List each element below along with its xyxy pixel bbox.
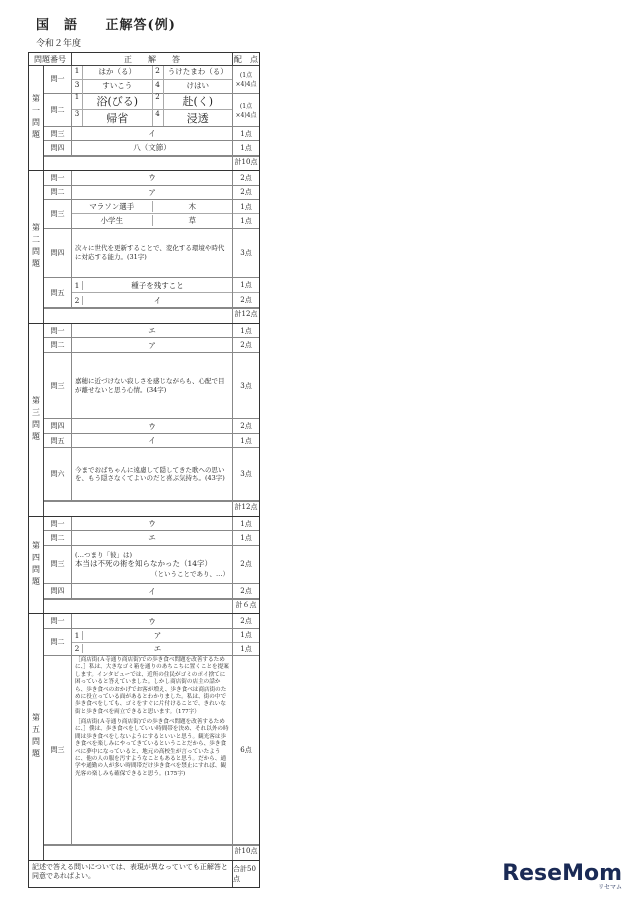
points: (1点×4)4点 <box>235 102 257 119</box>
answer-text: ウ <box>72 419 233 432</box>
section-total <box>44 308 259 323</box>
question-row <box>44 448 259 501</box>
subject-label: 国 語 <box>36 18 79 33</box>
year-label: 令和２年度 <box>36 39 82 49</box>
answer-text: 木 <box>152 201 233 212</box>
answer-text: イ <box>153 295 162 305</box>
sub-number: 3 <box>72 80 83 93</box>
question-row <box>44 584 259 598</box>
question-number: 問三 <box>44 546 72 584</box>
answer-text: 赴(く) <box>182 95 214 109</box>
doc-title: 正解答(例) <box>105 18 176 33</box>
question-row <box>44 419 259 433</box>
answer-text: すいこう <box>102 80 133 90</box>
question-row <box>44 127 259 141</box>
answer-text: ウ <box>72 171 233 185</box>
answer-text: ウ <box>72 614 233 628</box>
answer-text: ア <box>153 630 162 640</box>
answer-prefix: (…つまり「彼」は) <box>75 550 133 559</box>
header-no: 問題番号 <box>29 53 72 65</box>
section-1 <box>29 66 259 171</box>
sub-number: 2 <box>153 93 164 109</box>
sub-number: 4 <box>153 110 164 126</box>
question-number: 問二 <box>44 629 72 655</box>
answer-text: 八（文節） <box>72 141 233 154</box>
note-row <box>29 861 259 887</box>
answer-text: イ <box>72 584 233 597</box>
points: 2点 <box>240 173 252 182</box>
question-row <box>44 229 259 279</box>
question-row <box>44 324 259 338</box>
answer-text: ［商店街(Ａ寺通り商店街)での歩き食べ問題を改善するために、］私は、大きなゴミ箱を通りのあちこちに置くことを提案します。インタビューでは、近所の住民がゴミのポイ捨てに困っていると答えていました。しかし商店街の店主の話から、歩き食べのおかげでお客が増え、歩き食べは商店街のために役立っている面があるとわかりました。私は、街の中で歩き食べをしても、ゴミをすぐに片付けることで、きれいな街と歩き食べを両立できると思います。（177字） <box>75 657 229 715</box>
header-pt: 配 点 <box>234 54 258 64</box>
answer-text: うけたまわ（る） <box>167 67 228 76</box>
question-row <box>44 531 259 545</box>
total-points: 計10点 <box>234 157 258 166</box>
question-row <box>44 434 259 448</box>
sub-number: 1 <box>72 631 83 640</box>
points: 1点 <box>240 644 252 653</box>
sub-number: 1 <box>72 281 83 290</box>
section-total <box>44 156 259 170</box>
section-total <box>44 845 259 860</box>
answer-text: 種子を残すこと <box>131 280 184 290</box>
sub-number: 1 <box>72 66 83 79</box>
logo-text: ReseMom <box>502 861 622 886</box>
question-row <box>44 278 259 308</box>
section-name: 第四問題 <box>29 517 44 613</box>
points: 2点 <box>240 188 252 197</box>
sub-number: 2 <box>72 644 83 653</box>
grand-total: 合計50点 <box>233 865 256 883</box>
section-name: 第五問題 <box>29 614 44 860</box>
points: 1点 <box>240 326 252 335</box>
note-text: 記述で答える問いについては、表現が異なっていても正解答と同意であればよい。 <box>29 861 233 887</box>
question-row <box>44 656 259 845</box>
answer-text: ［商店街(Ａ寺通り商店街)での歩き食べ問題を改善するために、］僕は、歩き食べをしていい時間帯を決め、それ以外の時間は歩き食べをしないようにするといいと思う。観光客は歩き食べを楽しみにやってきているということだから、歩き食べに夢中になっていると、地元の高校生が言っていたように、他の人の服を汚すようなこともあると思う。だから、通学や通勤の人が多い時間帯だけ歩き食べを禁止にすれば、観光客の楽しみも確保できると思う。(175字) <box>75 719 229 777</box>
sub-number: 2 <box>72 296 83 305</box>
points: 6点 <box>240 746 252 754</box>
resemom-logo <box>502 861 622 891</box>
question-number: 問一 <box>44 171 72 185</box>
section-2 <box>29 171 259 324</box>
answer-text: 本当は不死の術を知らなかった（14字） <box>75 559 213 569</box>
question-row <box>44 614 259 629</box>
answer-text: 浸透 <box>186 112 209 126</box>
section-total <box>44 599 259 613</box>
section-3 <box>29 324 259 517</box>
answer-text: ウ <box>72 517 233 530</box>
points: 1点 <box>233 278 259 293</box>
answer-text: はか（る） <box>98 67 136 76</box>
answer-text: ア <box>72 338 233 351</box>
answer-text: 帰省 <box>106 112 129 126</box>
question-row <box>44 200 259 228</box>
question-number: 問五 <box>44 434 72 447</box>
question-number: 問五 <box>44 278 72 307</box>
question-row <box>44 353 259 420</box>
table-header <box>29 53 259 66</box>
section-5 <box>29 614 259 861</box>
answer-text: 次々に世代を更新することで、変化する環境や時代に対応する能力。(31字) <box>75 244 225 261</box>
points: 1点 <box>240 533 252 542</box>
points: 2点 <box>240 296 252 305</box>
question-number: 問三 <box>44 656 72 844</box>
section-name: 第一問題 <box>29 66 44 170</box>
points: 3点 <box>240 470 252 479</box>
question-row <box>44 66 259 94</box>
section-name: 第三問題 <box>29 324 44 516</box>
answer-text: イ <box>72 434 233 447</box>
question-row <box>44 517 259 531</box>
total-points: 計６点 <box>235 600 257 609</box>
sub-number: 3 <box>72 110 83 126</box>
sub-number: 4 <box>153 80 164 93</box>
answer-text: ア <box>72 186 233 200</box>
points: 2点 <box>240 560 252 569</box>
header-ans: 正 解 答 <box>72 53 233 65</box>
question-number: 問一 <box>44 517 72 530</box>
points: 1点 <box>240 216 252 225</box>
section-name: 第二問題 <box>29 171 44 323</box>
question-number: 問一 <box>44 614 72 628</box>
answer-text: エ <box>72 531 233 544</box>
question-row <box>44 629 259 656</box>
total-points: 計12点 <box>234 503 258 512</box>
points: (1点×4)4点 <box>235 72 257 89</box>
answer-text: 小学生 <box>100 216 123 226</box>
section-4 <box>29 517 259 614</box>
question-number: 問一 <box>44 324 72 337</box>
question-row <box>44 94 259 127</box>
points: 3点 <box>240 381 252 390</box>
answer-text: 草 <box>152 215 233 226</box>
points: 1点 <box>240 129 252 138</box>
answer-text: 今までおばちゃんに遠慮して隠してきた歌への思いを、もう隠さなくてよいのだと喜ぶ気持ち。(43字) <box>75 465 225 483</box>
question-number: 問二 <box>44 94 72 126</box>
question-row <box>44 186 259 201</box>
points: 2点 <box>240 617 252 625</box>
points: 3点 <box>240 248 252 257</box>
question-row <box>44 141 259 155</box>
question-number: 問四 <box>44 229 72 278</box>
question-number: 問三 <box>44 127 72 140</box>
points: 2点 <box>240 587 252 596</box>
points: 1点 <box>240 519 252 528</box>
answer-text: エ <box>153 644 162 654</box>
page-title <box>36 14 198 33</box>
points: 1点 <box>233 200 259 214</box>
question-number: 問四 <box>44 141 72 154</box>
answer-suffix: （ということであり、…） <box>151 569 229 578</box>
points: 1点 <box>240 436 252 445</box>
question-number: 問六 <box>44 448 72 500</box>
section-total <box>44 501 259 515</box>
points: 1点 <box>233 629 259 643</box>
question-number: 問二 <box>44 531 72 544</box>
answer-text: 浴(びる) <box>96 95 139 109</box>
points: 1点 <box>240 143 252 152</box>
question-number: 問四 <box>44 419 72 432</box>
total-points: 計10点 <box>234 847 258 855</box>
answer-text: けはい <box>186 80 209 90</box>
points: 2点 <box>240 422 252 431</box>
logo-subtext: リセマム <box>598 884 622 891</box>
answer-text: 嘉穂に近づけない寂しさを感じながらも、心配で目が離せないと思う心情。(34字) <box>75 376 225 394</box>
question-number: 問四 <box>44 584 72 597</box>
answer-sheet <box>28 52 260 888</box>
points: 2点 <box>240 341 252 350</box>
question-row <box>44 546 259 585</box>
question-number: 問二 <box>44 338 72 351</box>
answer-text: マラソン選手 <box>89 202 135 212</box>
sub-number: 2 <box>153 66 164 79</box>
question-row <box>44 338 259 352</box>
question-number: 問三 <box>44 200 72 227</box>
question-row <box>44 171 259 186</box>
sub-number: 1 <box>72 93 83 109</box>
question-number: 問二 <box>44 186 72 200</box>
question-number: 問三 <box>44 353 72 419</box>
question-number: 問一 <box>44 66 72 93</box>
total-points: 計12点 <box>234 310 258 319</box>
answer-text: イ <box>72 127 233 140</box>
answer-text: エ <box>72 324 233 337</box>
